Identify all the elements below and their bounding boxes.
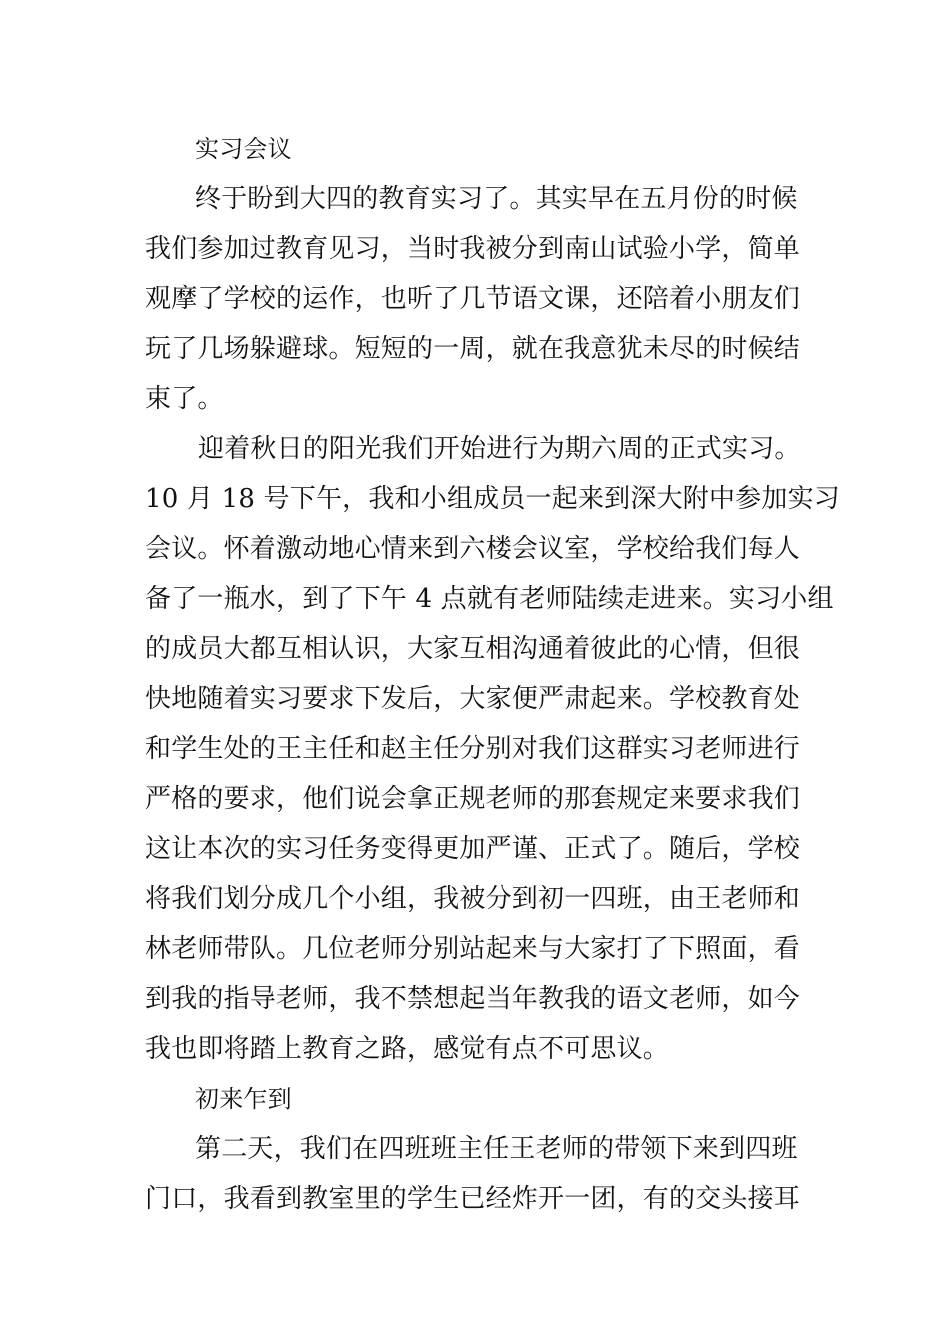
paragraph-line: 门口，我看到教室里的学生已经炸开一团，有的交头接耳 xyxy=(145,1184,801,1214)
paragraph-line: 迎着秋日的阳光我们开始进行为期六周的正式实习。 xyxy=(198,434,801,464)
paragraph-line: 将我们划分成几个小组，我被分到初一四班，由王老师和 xyxy=(145,884,801,914)
paragraph-line: 玩了几场躲避球。短短的一周，就在我意犹未尽的时候结 xyxy=(145,334,801,364)
paragraph-line: 和学生处的王主任和赵主任分别对我们这群实习老师进行 xyxy=(145,734,801,764)
paragraph-line: 观摩了学校的运作，也听了几节语文课，还陪着小朋友们 xyxy=(145,284,801,314)
paragraph-line: 备了一瓶水，到了下午 4 点就有老师陆续走进来。实习小组 xyxy=(145,584,834,614)
paragraph-line: 束了。 xyxy=(145,384,224,414)
paragraph-line: 严格的要求，他们说会拿正规老师的那套规定来要求我们 xyxy=(145,784,801,814)
paragraph-line: 我也即将踏上教育之路，感觉有点不可思议。 xyxy=(145,1034,670,1064)
paragraph-line: 这让本次的实习任务变得更加严谨、正式了。随后，学校 xyxy=(145,834,801,864)
paragraph-line: 林老师带队。几位老师分别站起来与大家打了下照面，看 xyxy=(145,934,801,964)
paragraph-line: 终于盼到大四的教育实习了。其实早在五月份的时候 xyxy=(195,184,798,214)
paragraph-line: 到我的指导老师，我不禁想起当年教我的语文老师，如今 xyxy=(145,984,801,1014)
section-heading: 初来乍到 xyxy=(195,1085,292,1113)
paragraph-line: 10 月 18 号下午，我和小组成员一起来到深大附中参加实习 xyxy=(145,484,840,514)
paragraph-line: 第二天，我们在四班班主任王老师的带领下来到四班 xyxy=(195,1134,798,1164)
paragraph-line: 快地随着实习要求下发后，大家便严肃起来。学校教育处 xyxy=(145,684,801,714)
section-heading: 实习会议 xyxy=(195,135,292,163)
paragraph-line: 的成员大都互相认识，大家互相沟通着彼此的心情，但很 xyxy=(145,634,801,664)
paragraph-line: 我们参加过教育见习，当时我被分到南山试验小学，简单 xyxy=(145,234,801,264)
paragraph-line: 会议。怀着激动地心情来到六楼会议室，学校给我们每人 xyxy=(145,534,801,564)
